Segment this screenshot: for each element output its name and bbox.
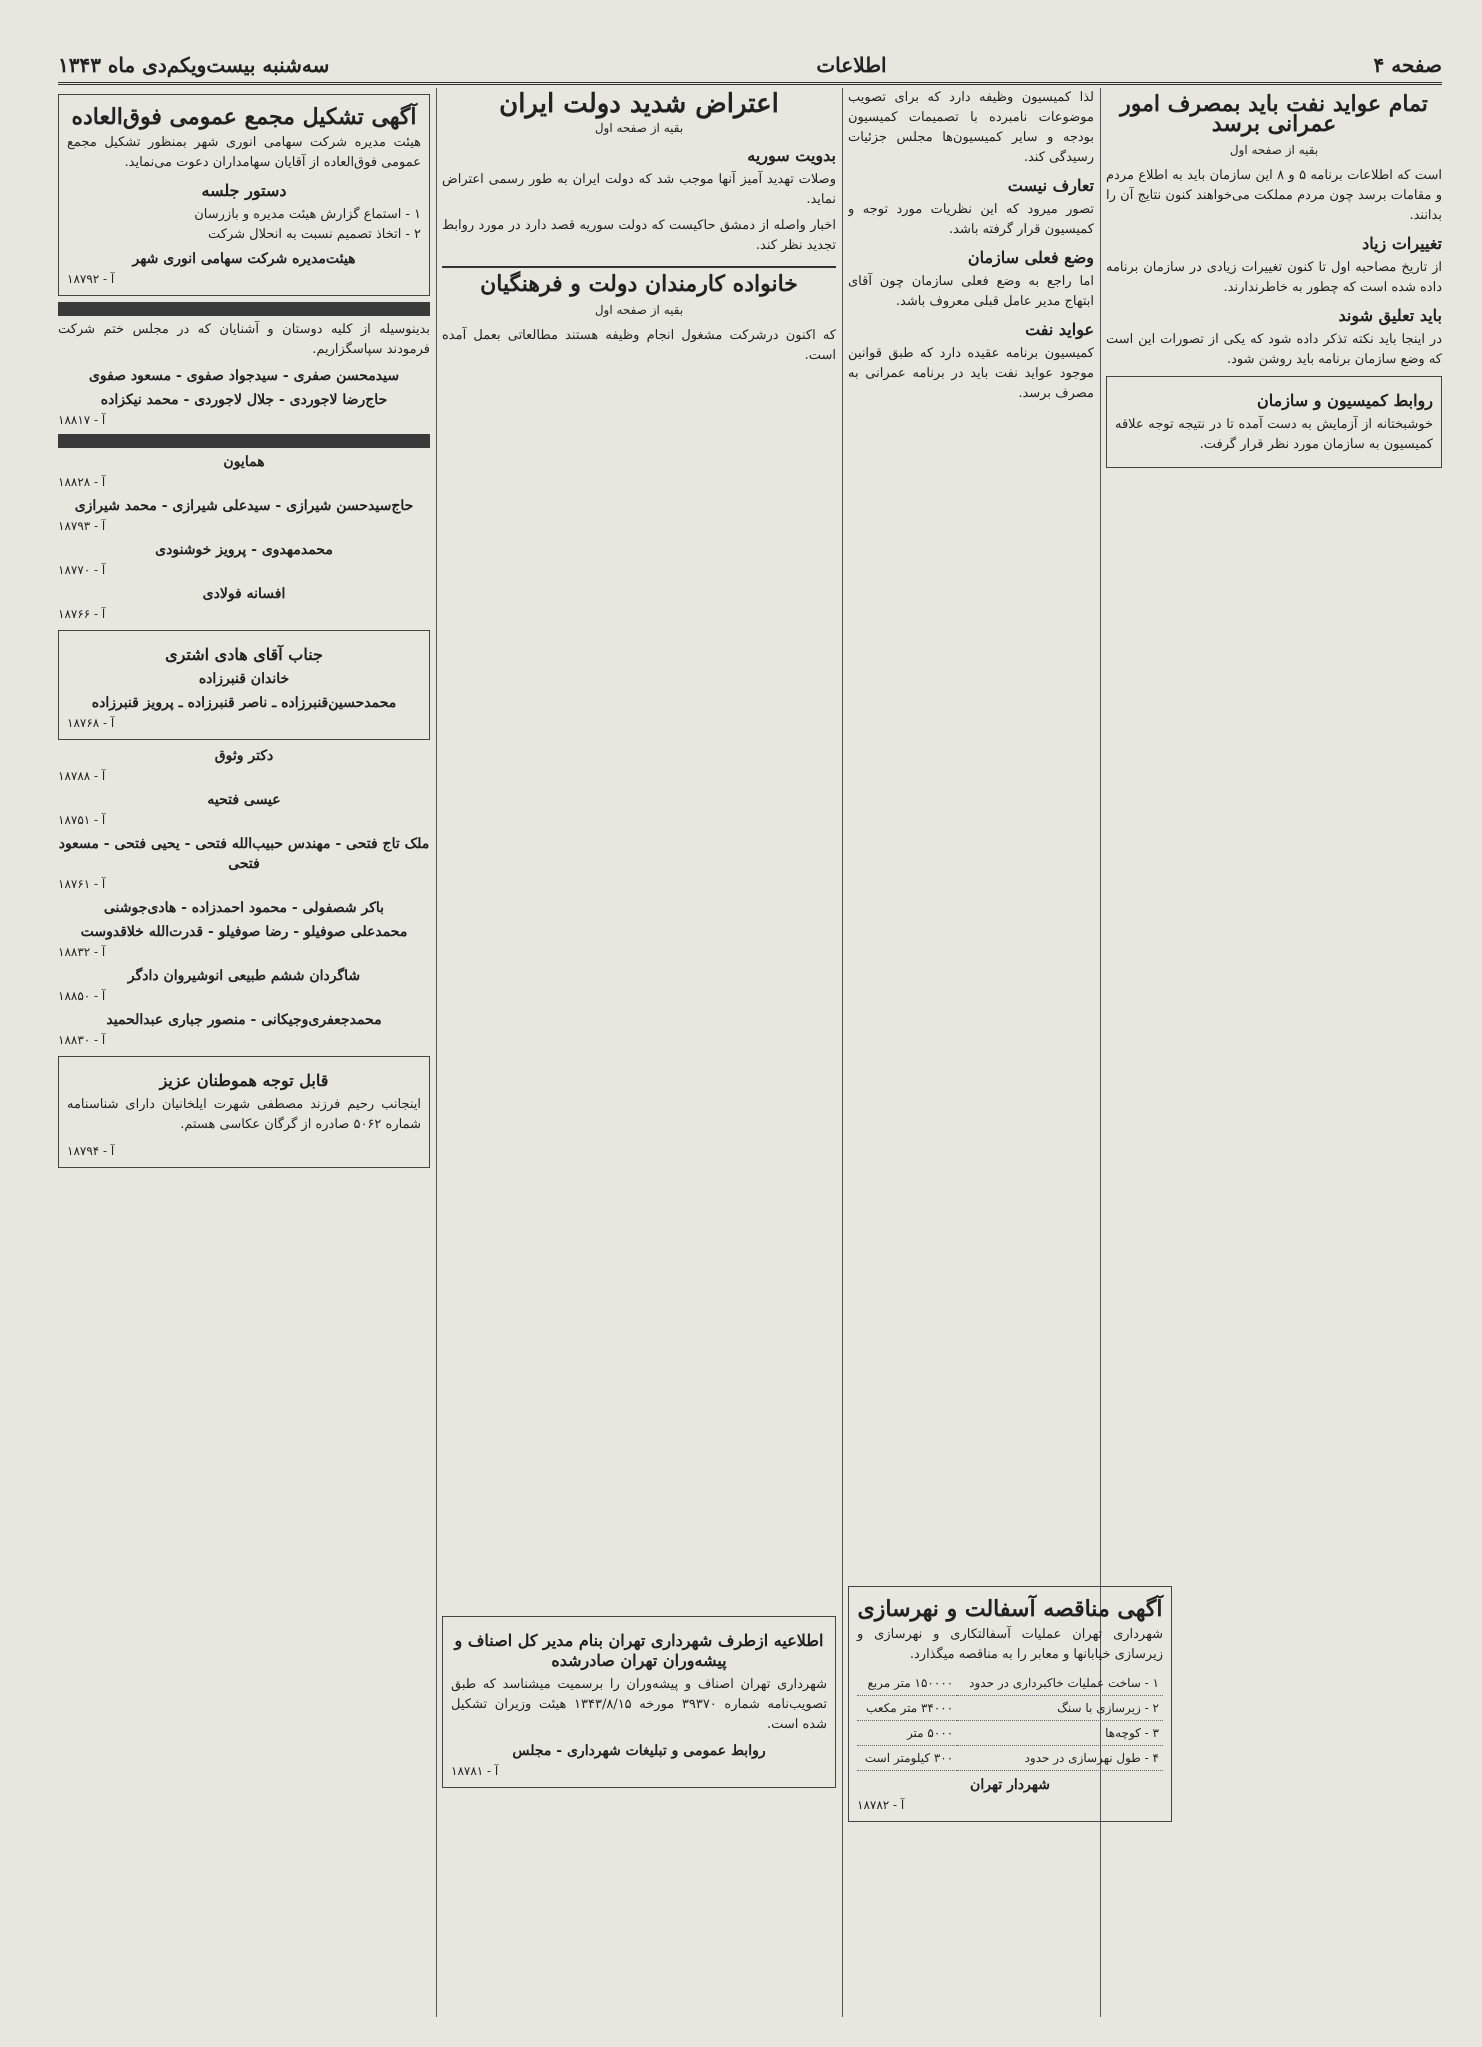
article-title: اعتراض شدید دولت ایران: [499, 89, 779, 119]
table-row: ۳ - کوچه‌ها ۵۰۰۰ متر: [857, 1721, 1163, 1746]
paragraph: است که اطلاعات برنامه ۵ و ۸ این سازمان باید به اطلاع مردم و مقامات برسد چون مردم مملکت می‌خواهند کنون نتایج آن را بدانند.: [1106, 168, 1442, 223]
ad-code: آ - ۱۸۷۷۰: [58, 563, 106, 577]
table-row: ۴ - طول نهرسازی در حدود ۳۰۰ کیلومتر است: [857, 1746, 1163, 1771]
ad-code: آ - ۱۸۷۹۴: [67, 1144, 115, 1158]
ad-signature: ملک تاج فتحی - مهندس حبیب‌الله فتحی - یحیی فتحی - مسعود فتحی: [58, 836, 430, 872]
paper-name: اطلاعات: [816, 53, 887, 77]
classified-ads: [58, 88, 430, 2017]
ad-signature: عیسی فتحیه: [207, 792, 281, 808]
ad-code: آ - ۱۸۷۶۱: [58, 877, 106, 891]
table-row: ۱ - ساخت عملیات خاکبرداری در حدود ۱۵۰۰۰۰ متر مربع: [857, 1671, 1163, 1696]
paragraph: اینجانب رحیم فرزند مصطفی شهرت ایلخانیان دارای شناسنامه شماره ۵۰۶۲ صادره از گرگان عکاسی هستم.: [67, 1097, 421, 1132]
ad-title: اطلاعیه ازطرف شهرداری تهران بنام مدیر کل اصناف و پیشه‌وران تهران صادرشده: [454, 1631, 824, 1670]
ad-code: آ - ۱۸۷۹۳: [58, 519, 106, 533]
ad-title: آگهی تشکیل مجمع عمومی فوق‌العاده: [71, 104, 417, 130]
article-title: خانواده کارمندان دولت و فرهنگیان: [480, 271, 798, 297]
names: حاج‌رضا لاجوردی - جلال لاجوردی - محمد نیکزاده: [100, 392, 388, 408]
ad-signature: شاگردان ششم طبیعی انوشیروان دادگر: [127, 968, 361, 984]
ad-signature: افسانه فولادی: [202, 586, 286, 602]
divider-bar: [58, 434, 430, 448]
ad-signature: محمد‌حسین‌قنبرزاده ـ ناصر قنبرزاده ـ پرویز قنبرزاده: [91, 695, 397, 711]
paragraph: لذا کمیسیون وظیفه دارد که برای تصویب موضوعات نامبرده با تصمیمات کمیسیون بودجه و سایر کمیسیون‌ها مجلس جزئیات رسیدگی کند.: [848, 90, 1094, 165]
column-divider: [842, 88, 843, 2017]
page-header: [58, 48, 1442, 85]
ad-code: آ - ۱۸۸۵۰: [58, 989, 106, 1003]
agenda-item: ۱ - استماع گزارش هیئت مدیره و بازرسان: [194, 207, 421, 222]
ad-code: آ - ۱۸۷۵۱: [58, 813, 106, 827]
ad-code: آ - ۱۸۷۶۶: [58, 607, 106, 621]
subheading: باید تعلیق شوند: [1338, 306, 1442, 325]
agenda-title: دستور جلسه: [201, 181, 287, 200]
paragraph: از تاریخ مصاحبه اول تا کنون تغییرات زیادی در سازمان برنامه داده شده است که چطور به خاطرندارند.: [1106, 260, 1442, 295]
subheading: تغییرات زیاد: [1362, 234, 1442, 253]
ad-code: آ - ۱۸۷۸۱: [451, 1764, 499, 1778]
ad-signature: شهردار تهران: [970, 1777, 1050, 1793]
sidebar-box: [1106, 376, 1442, 468]
paragraph: شهرداری تهران اصناف و پیشه‌وران را برسمیت میشناسد که طبق تصویب‌نامه شماره ۳۹۳۷۰ مورخه ۱۳۴۳/۸/۱۵ هیئت وزیران تشکیل شده است.: [451, 1677, 828, 1732]
agenda-item: ۲ - اتخاذ تصمیم نسبت به انحلال شرکت: [208, 227, 421, 242]
issue-date: سه‌شنبه بیست‌ویکم‌دی ماه ۱۳۴۳: [58, 53, 330, 77]
paragraph: کمیسیون برنامه عقیده دارد که طبق قوانین موجود عواید نفت باید در برنامه عمرانی به مصرف برسد.: [848, 346, 1094, 401]
box-title: جناب آقای هادی اشتری: [165, 645, 323, 664]
ad-signature: روابط عمومی و تبلیغات شهرداری - مجلس: [512, 1743, 766, 1759]
ad-intro: شهرداری تهران عملیات آسفالتکاری و نهرسازی و زیرسازی خیابانها و معابر را به مناقصه میگذارد.: [857, 1627, 1163, 1662]
ad-signature: محمدعلی صوفیلو - رضا صوفیلو - قدرت‌الله خلاقدوست: [80, 924, 408, 940]
paragraph: خوشبختانه از آزمایش به دست آمده تا در نتیجه توجه علاقه کمیسیون به سازمان مورد نظر قرار گرفت.: [1115, 417, 1433, 452]
ad-signature: محمدجعفری‌وجیکانی - منصور جباری عبدالحمید: [106, 1012, 382, 1028]
paragraph: وصلات تهدید آمیز آنها موجب شد که دولت ایران به طور رسمی اعتراض نماید.: [442, 172, 836, 207]
continued-ref: بقیه از صفحه اول: [594, 121, 684, 135]
ad-code: آ - ۱۸۷۸۸: [58, 769, 106, 783]
paragraph: بدینوسیله از کلیه دوستان و آشنایان که در مجلس ختم شرکت فرمودند سپاسگزاریم.: [58, 322, 430, 357]
page-number: صفحه ۴: [1373, 53, 1442, 77]
ad-signature: همایون: [223, 454, 265, 470]
ad-signature: باکر شصفولی - محمود احمدزاده - هادی‌جوشنی: [103, 900, 385, 916]
ad-signature: دکتر وثوق: [214, 748, 274, 764]
paragraph: اما راجع به وضع فعلی سازمان چون آقای ابتهاج مدیر عامل قبلی معروف باشد.: [848, 274, 1094, 309]
ad-guild-notice: [442, 1610, 836, 2017]
ad-code: آ - ۱۸۷۹۲: [67, 272, 115, 286]
paragraph: در اینجا باید نکته تذکر داده شود که یکی از تصورات این است که وضع سازمان برنامه باید روشن شود.: [1106, 332, 1442, 367]
continued-ref: بقیه از صفحه اول: [594, 303, 684, 317]
paragraph: که اکنون درشرکت مشغول انجام وظیفه هستند مطالعاتی بعمل آمده است.: [442, 328, 836, 363]
ad-code: آ - ۱۸۸۲۸: [58, 475, 106, 489]
ad-signature: حاج‌سید‌حسن شیرازی - سیدعلی شیرازی - محمد شیرازی: [74, 498, 414, 514]
tender-table: [857, 1671, 1163, 1771]
ad-signature: هیئت‌مدیره شرکت سهامی انوری شهر: [132, 251, 356, 267]
ad-signature: محمد‌مهدوی - پرویز خوشنودی: [155, 542, 333, 558]
ad-code: آ - ۱۸۸۳۲: [58, 945, 106, 959]
paragraph: تصور میرود که این نظریات مورد توجه و کمیسیون قرار گرفته باشد.: [848, 202, 1094, 237]
ad-title: آگهی مناقصه آسفالت و نهرسازی: [857, 1596, 1163, 1622]
subheading: وضع فعلی سازمان: [967, 248, 1094, 267]
box-title: قابل توجه هموطنان عزیز: [159, 1071, 329, 1090]
box-title: روابط کمیسیون و سازمان: [1257, 391, 1433, 410]
ad-signature: خاندان قنبرزاده: [198, 671, 290, 687]
subheading: تعارف نیست: [1007, 176, 1094, 195]
ad-code: آ - ۱۸۷۸۲: [857, 1798, 905, 1812]
ad-asphalt-tender: [848, 1580, 1172, 2017]
article-iran-protest: [442, 88, 836, 1607]
paragraph: هیئت مدیره شرکت سهامی انوری شهر بمنظور تشکیل مجمع عمومی فوق‌العاده از آقایان سهامداران دعوت می‌نماید.: [67, 135, 421, 170]
ad-code: آ - ۱۸۷۶۸: [67, 716, 115, 730]
ad-code: آ - ۱۸۸۱۷: [58, 413, 106, 427]
continued-ref: بقیه از صفحه اول: [1229, 143, 1319, 157]
names: سیدمحسن صفری - سیدجواد صفوی - مسعود صفوی: [88, 368, 400, 384]
table-row: ۲ - زیرسازی با سنگ ۳۴۰۰۰ متر مکعب: [857, 1696, 1163, 1721]
column-divider: [436, 88, 437, 2017]
article-oil-revenue-cont: [848, 88, 1094, 1357]
subheading: بدویت سوریه: [747, 146, 836, 165]
ad-code: آ - ۱۸۸۳۰: [58, 1033, 106, 1047]
subheading: عواید نفت: [1025, 320, 1094, 339]
divider-bar: [58, 302, 430, 316]
article-title: تمام عواید نفت باید بمصرف امور عمرانی برسد: [1120, 91, 1428, 137]
paragraph: اخبار واصله از دمشق حاکیست که دولت سوریه قصد دارد در مورد روابط تجدید نظر کند.: [442, 218, 836, 253]
